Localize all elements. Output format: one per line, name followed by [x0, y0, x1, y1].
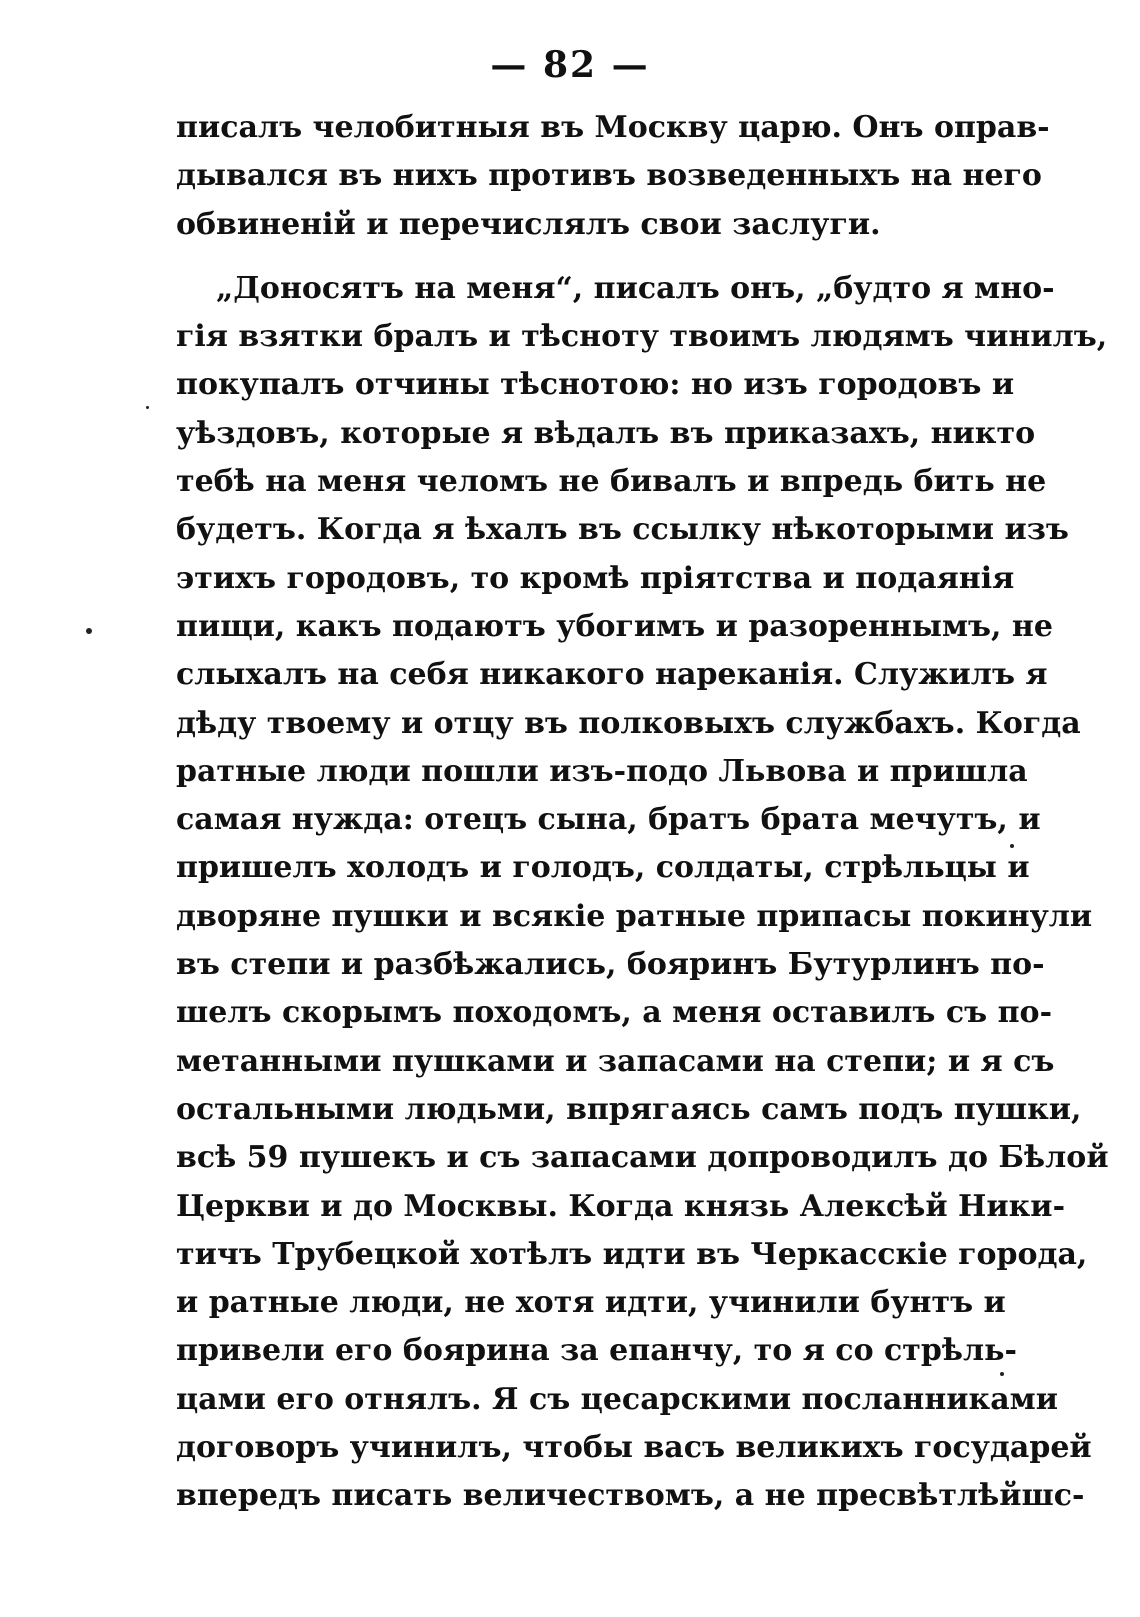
paragraph-gap: [176, 249, 996, 265]
text-line: тебѣ на меня челомъ не бивалъ и впредь бить не: [176, 464, 1047, 500]
text-line: будетъ. Когда я ѣхалъ въ ссылку нѣкоторыми изъ: [176, 512, 1069, 548]
text-line: привели его боярина за епанчу, то я со стрѣль-: [176, 1333, 1017, 1369]
text-line: всѣ 59 пушекъ и съ запасами допроводилъ до Бѣлой: [176, 1140, 1109, 1176]
text-line: дѣду твоему и отцу въ полковыхъ службахъ. Когда: [176, 705, 1081, 741]
text-line: этихъ городовъ, то кромѣ пріятства и подаянія: [176, 560, 1015, 596]
text-line: тичъ Трубецкой хотѣлъ идти въ Черкасскіе города,: [176, 1236, 1088, 1272]
text-line: самая нужда: отецъ сына, братъ брата мечутъ, и: [176, 802, 1041, 838]
text-line: обвиненій и перечислялъ свои заслуги.: [176, 206, 881, 242]
scan-speck: [86, 628, 92, 634]
text-line: остальными людьми, впрягаясь самъ подъ пушки,: [176, 1091, 1082, 1127]
text-line: дывался въ нихъ противъ возведенныхъ на него: [176, 158, 1042, 194]
text-line: договоръ учинилъ, чтобы васъ великихъ государей: [176, 1430, 1092, 1466]
text-line: гія взятки бралъ и тѣсноту твоимъ людямъ чинилъ,: [176, 319, 1108, 355]
text-line: „Доносятъ на меня“, писалъ онъ, „будто я мно-: [216, 270, 1055, 306]
text-line: [176, 1569, 996, 1617]
text-line: [176, 1521, 996, 1569]
text-line: цами его отнялъ. Я съ цесарскими посланниками: [176, 1381, 1058, 1417]
text-line: ратные люди пошли изъ-подо Львова и пришла: [176, 753, 1028, 789]
text-line: впередъ писать величествомъ, а не пресвѣтлѣйшс-: [176, 1478, 1085, 1514]
text-line: пришелъ холодъ и голодъ, солдаты, стрѣльцы и: [176, 850, 1030, 886]
text-line: пищи, какъ подаютъ убогимъ и разореннымъ, не: [176, 608, 1053, 644]
text-line: дворяне пушки и всякіе ратные припасы покинули: [176, 898, 1093, 934]
scan-speck: [146, 406, 149, 409]
text-line: и ратные люди, не хотя идти, учинили бунтъ и: [176, 1285, 1006, 1321]
text-line: слыхалъ на себя никакого нареканія. Служилъ я: [176, 657, 1048, 693]
text-line: покупалъ отчины тѣснотою: но изъ городовъ и: [176, 367, 1015, 403]
body-text: [176, 104, 1109, 1617]
page-number: — 82 —: [490, 44, 650, 86]
text-line: Церкви и до Москвы. Когда князь Алексѣй Ники-: [176, 1188, 1066, 1224]
paragraph-1: [176, 104, 1050, 249]
text-line: писалъ челобитныя въ Москву царю. Онъ оправ-: [176, 110, 1050, 145]
text-line: уѣздовъ, которые я вѣдалъ въ приказахъ, никто: [176, 415, 1036, 451]
text-line: шелъ скорымъ походомъ, а меня оставилъ съ по-: [176, 995, 1053, 1031]
scan-speck: [1000, 1372, 1004, 1376]
scan-speck: [1010, 844, 1014, 848]
text-line: въ степи и разбѣжались, бояринъ Бутурлинъ по-: [176, 947, 1045, 983]
paragraph-2: [176, 265, 1109, 1617]
text-line: метанными пушками и запасами на степи; и я съ: [176, 1043, 1055, 1079]
